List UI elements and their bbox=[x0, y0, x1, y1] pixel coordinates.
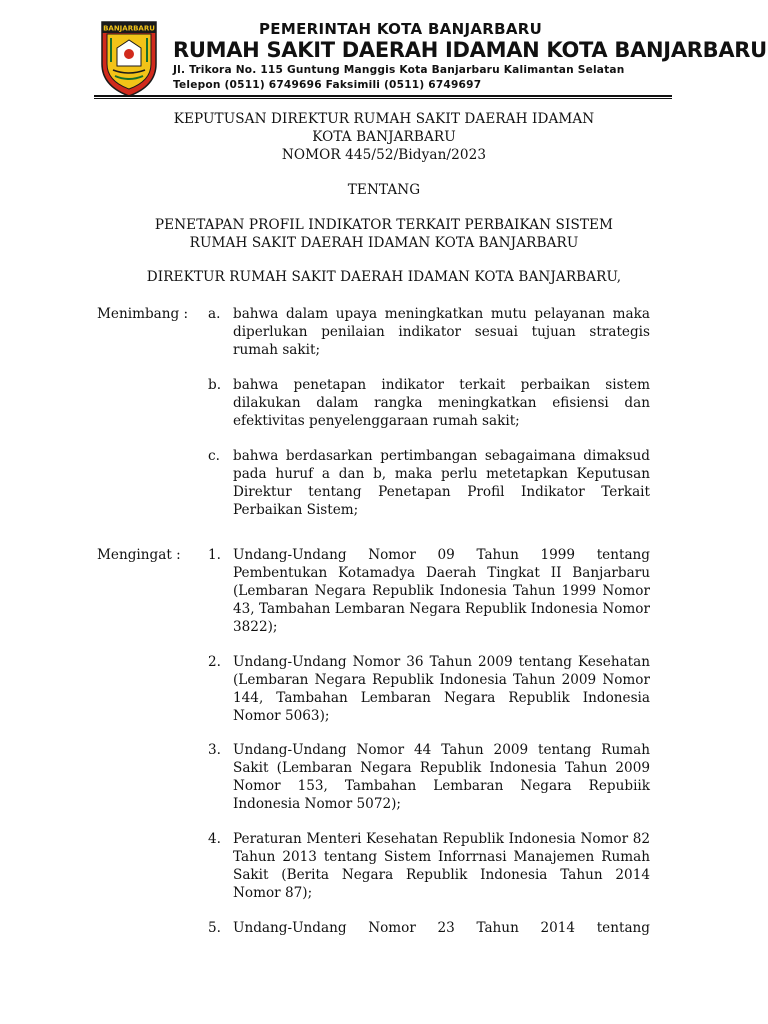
mengingat-item: Undang-Undang Nomor 09 Tahun 1999 tentang Pembentukan Kotamadya Daerah Tingkat II Banjarbaru (Lembaran Negara Republik Indonesia Tahun 1999 Nomor 43, Tambahan Lembaran Negara Republik Indonesia Nomor 3822); bbox=[233, 547, 650, 635]
menimbang-item: bahwa dalam upaya meningkatkan mutu pelayanan maka diperlukan penilaian indikator sesuai tujuan strategis rumah sakit; bbox=[233, 306, 650, 358]
letterhead bbox=[97, 14, 767, 94]
mengingat-item: Undang-Undang Nomor 44 Tahun 2009 tentang Rumah Sakit (Lembaran Negara Republik Indonesia Tahun 2009 Nomor 153, Tambahan Lembaran Negara Repubiik Indonesia Nomor 5072); bbox=[233, 742, 650, 812]
subject-line1: PENETAPAN PROFIL INDIKATOR TERKAIT PERBAIKAN SISTEM bbox=[154, 217, 614, 233]
letterhead-rule-thin bbox=[94, 98, 672, 99]
emblem-label: BANJARBARU bbox=[103, 24, 155, 33]
menimbang-item: bahwa berdasarkan pertimbangan sebagaimana dimaksud pada huruf a dan b, maka perlu metetapkan Keputusan Direktur tentang Penetapan Profil Indikator Terkait Perbaikan Sistem; bbox=[233, 448, 650, 518]
menimbang-item: bahwa penetapan indikator terkait perbaikan sistem dilakukan dalam rangka meningkatkan efisiensi dan efektivitas penyelenggaraan rumah sakit; bbox=[233, 377, 650, 429]
mengingat-item: Peraturan Menteri Kesehatan Republik Indonesia Nomor 82 Tahun 2013 tentang Sistem Inforrnasi Manajemen Rumah Sakit (Berita Negara Republik Indonesia Tahun 2014 Nomor 87); bbox=[233, 831, 650, 901]
list-marker: 3. bbox=[208, 742, 221, 758]
hospital-address: Jl. Trikora No. 115 Guntung Manggis Kota Banjarbaru Kalimantan Selatan bbox=[173, 64, 625, 76]
subject-line2: RUMAH SAKIT DAERAH IDAMAN KOTA BANJARBARU bbox=[189, 235, 579, 251]
mengingat-label: Mengingat : bbox=[97, 547, 181, 563]
decree-number: NOMOR 445/52/Bidyan/2023 bbox=[281, 147, 487, 163]
director-line: DIREKTUR RUMAH SAKIT DAERAH IDAMAN KOTA BANJARBARU, bbox=[146, 269, 622, 285]
mengingat-item: Undang-Undang Nomor 23 Tahun 2014 tentang bbox=[233, 920, 650, 936]
list-marker: 2. bbox=[208, 654, 221, 670]
list-marker: 5. bbox=[208, 920, 221, 936]
letterhead-rule bbox=[94, 95, 672, 97]
list-marker: 1. bbox=[208, 547, 221, 563]
hospital-phone: Telepon (0511) 6749696 Faksimili (0511) 6749697 bbox=[173, 79, 482, 91]
list-marker: a. bbox=[208, 306, 221, 322]
list-marker: b. bbox=[208, 377, 222, 393]
decree-title-line2: KOTA BANJARBARU bbox=[312, 129, 456, 145]
hospital-name: RUMAH SAKIT DAERAH IDAMAN KOTA BANJARBARU bbox=[173, 38, 767, 62]
tentang-heading: TENTANG bbox=[347, 182, 421, 198]
government-name: PEMERINTAH KOTA BANJARBARU bbox=[259, 20, 543, 38]
mengingat-item: Undang-Undang Nomor 36 Tahun 2009 tentang Kesehatan (Lembaran Negara Republik Indonesia Tahun 2009 Nomor 144, Tambahan Lembaran Negara Republik Indonesia Nomor 5063); bbox=[233, 654, 650, 724]
city-emblem-icon bbox=[99, 18, 159, 98]
menimbang-label: Menimbang : bbox=[97, 306, 189, 322]
list-marker: c. bbox=[208, 448, 220, 464]
decree-title-line1: KEPUTUSAN DIREKTUR RUMAH SAKIT DAERAH IDAMAN bbox=[173, 111, 595, 127]
list-marker: 4. bbox=[208, 831, 221, 847]
